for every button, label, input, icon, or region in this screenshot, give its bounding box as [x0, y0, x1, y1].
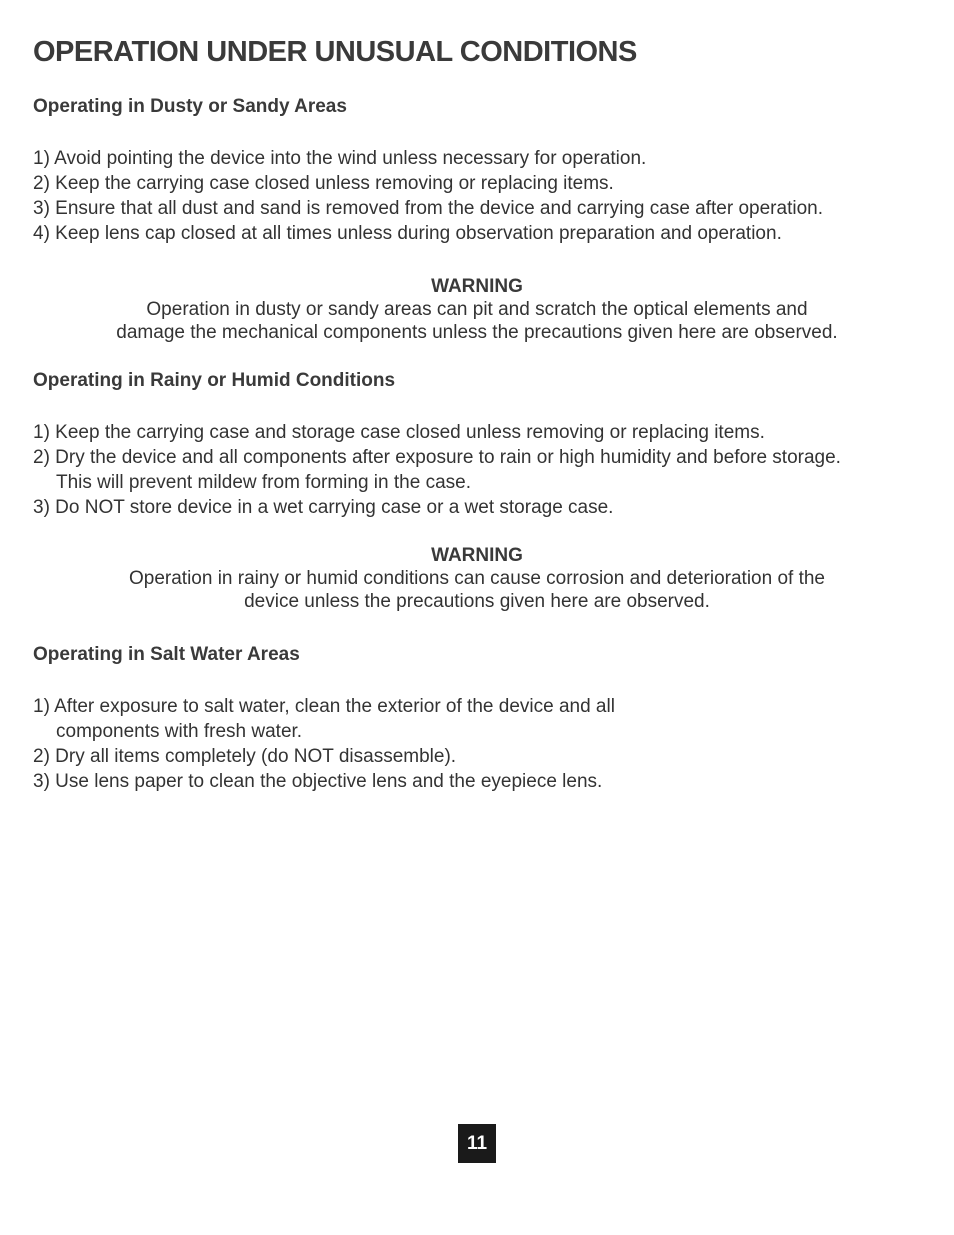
list-item: 1) Keep the carrying case and storage case closed unless removing or replacing items. — [33, 422, 765, 443]
section-heading-dusty: Operating in Dusty or Sandy Areas — [33, 96, 347, 117]
section-heading-salt-water: Operating in Salt Water Areas — [33, 644, 300, 665]
section-heading-rainy: Operating in Rainy or Humid Conditions — [33, 370, 396, 391]
list-item: 3) Use lens paper to clean the objective lens and the eyepiece lens. — [33, 771, 603, 792]
list-item: 2) Keep the carrying case closed unless removing or replacing items. — [33, 173, 614, 194]
warning-rainy — [0, 544, 954, 613]
list-rainy — [33, 420, 841, 520]
list-item: 2) Dry all items completely (do NOT disassemble). — [33, 746, 457, 767]
list-item: 1) Avoid pointing the device into the wind unless necessary for operation. — [33, 148, 647, 169]
warning-text-line: Operation in dusty or sandy areas can pit and scratch the optical elements and — [146, 299, 808, 320]
page-number: 11 — [458, 1124, 496, 1163]
list-item: 3) Do NOT store device in a wet carrying case or a wet storage case. — [33, 497, 614, 518]
list-item: 2) Dry the device and all components after exposure to rain or high humidity and before storage. — [33, 447, 841, 468]
warning-title: WARNING — [431, 545, 523, 566]
list-item: 1) After exposure to salt water, clean the exterior of the device and all — [33, 696, 615, 717]
warning-text-line: damage the mechanical components unless the precautions given here are observed. — [116, 322, 838, 343]
list-dusty — [33, 146, 823, 246]
list-item: 3) Ensure that all dust and sand is removed from the device and carrying case after operation. — [33, 198, 823, 219]
warning-text-line: device unless the precautions given here are observed. — [244, 591, 710, 612]
warning-title: WARNING — [431, 276, 523, 297]
list-item-continuation: components with fresh water. — [56, 721, 303, 742]
warning-text-line: Operation in rainy or humid conditions can cause corrosion and deterioration of the — [128, 568, 825, 589]
list-salt-water — [33, 694, 615, 794]
list-item-continuation: This will prevent mildew from forming in the case. — [56, 472, 471, 493]
warning-dusty — [0, 275, 954, 344]
list-item: 4) Keep lens cap closed at all times unless during observation preparation and operation. — [33, 223, 782, 244]
page-title: OPERATION UNDER UNUSUAL CONDITIONS — [33, 36, 637, 68]
